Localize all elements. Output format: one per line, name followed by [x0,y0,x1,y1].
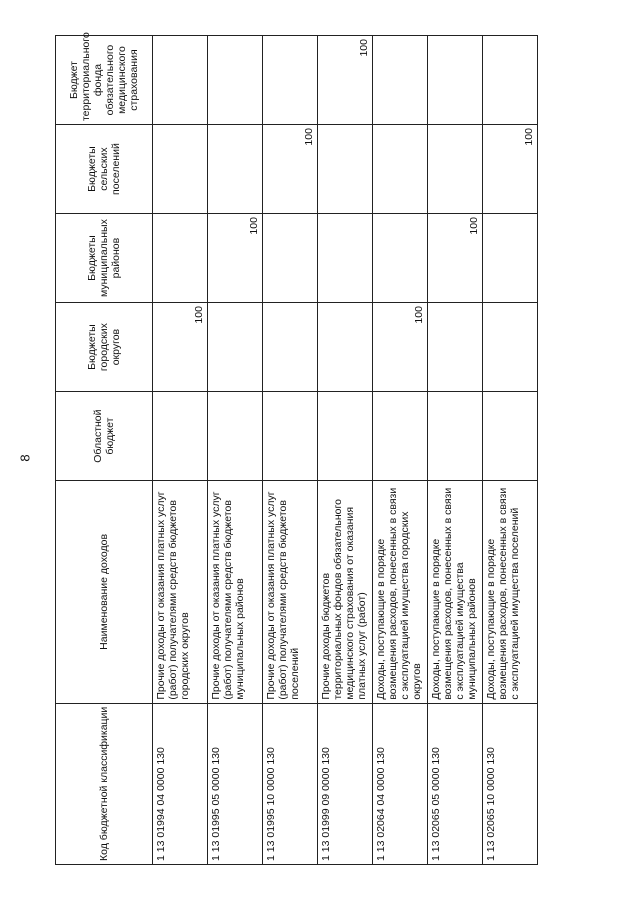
cell-tfoms [373,36,428,125]
cell-city [428,303,483,392]
cell-code: 1 13 02065 05 0000 130 [428,703,483,864]
cell-regional [373,392,428,481]
cell-code: 1 13 02065 10 0000 130 [483,703,538,864]
cell-name: Доходы, поступающие в порядке возмещения расходов, понесенных в связи с эксплуатацией имущества поселений [483,481,538,704]
cell-city: 100 [373,303,428,392]
cell-municipal [318,214,373,303]
rotated-table-container [55,32,540,865]
cell-name: Прочие доходы от оказания платных услуг (работ) получателями средств бюджетов городских округов [153,481,208,704]
table-row [208,36,263,865]
cell-name: Доходы, поступающие в порядке возмещения расходов, понесенных в связи с эксплуатацией имущества муниципальных районов [428,481,483,704]
cell-municipal [263,214,318,303]
cell-rural [428,125,483,214]
cell-tfoms [263,36,318,125]
cell-regional [483,392,538,481]
cell-city [263,303,318,392]
revenue-distribution-table [55,32,538,865]
header-rural: Бюджеты сельских поселений [56,125,153,214]
header-name: Наименование доходов [56,481,153,704]
table-row [428,36,483,865]
cell-rural [208,125,263,214]
cell-tfoms [483,36,538,125]
cell-city [318,303,373,392]
cell-regional [318,392,373,481]
cell-municipal [153,214,208,303]
cell-code: 1 13 01995 10 0000 130 [263,703,318,864]
header-municipal: Бюджеты муниципальных районов [56,214,153,303]
cell-tfoms [208,36,263,125]
header-code: Код бюджетной классификации [56,703,153,864]
table-row [318,36,373,865]
cell-city: 100 [153,303,208,392]
cell-name: Прочие доходы бюджетов территориальных фондов обязательного медицинского страхования от оказания платных услуг (работ) [318,481,373,704]
header-regional: Областной бюджет [56,392,153,481]
cell-city [208,303,263,392]
cell-municipal [483,214,538,303]
cell-code: 1 13 02064 04 0000 130 [373,703,428,864]
cell-code: 1 13 01994 04 0000 130 [153,703,208,864]
cell-tfoms [428,36,483,125]
cell-municipal: 100 [208,214,263,303]
cell-municipal [373,214,428,303]
cell-code: 1 13 01999 09 0000 130 [318,703,373,864]
header-city: Бюджеты городских округов [56,303,153,392]
table-row [153,36,208,865]
cell-code: 1 13 01995 05 0000 130 [208,703,263,864]
cell-regional [153,392,208,481]
cell-rural [373,125,428,214]
cell-rural: 100 [263,125,318,214]
cell-name: Прочие доходы от оказания платных услуг (работ) получателями средств бюджетов муниципальных районов [208,481,263,704]
cell-city [483,303,538,392]
table-header-row [56,36,153,865]
cell-rural: 100 [483,125,538,214]
cell-rural [153,125,208,214]
cell-regional [263,392,318,481]
page-number: 8 [17,454,33,462]
cell-tfoms [153,36,208,125]
cell-rural [318,125,373,214]
cell-name: Доходы, поступающие в порядке возмещения расходов, понесенных в связи с эксплуатацией имущества городских округов [373,481,428,704]
cell-regional [428,392,483,481]
cell-regional [208,392,263,481]
table-row [483,36,538,865]
table-row [263,36,318,865]
cell-tfoms: 100 [318,36,373,125]
cell-name: Прочие доходы от оказания платных услуг (работ) получателями средств бюджетов поселений [263,481,318,704]
cell-municipal: 100 [428,214,483,303]
header-tfoms: Бюджет территориального фонда обязательного медицинского страхования [56,36,153,125]
table-row [373,36,428,865]
